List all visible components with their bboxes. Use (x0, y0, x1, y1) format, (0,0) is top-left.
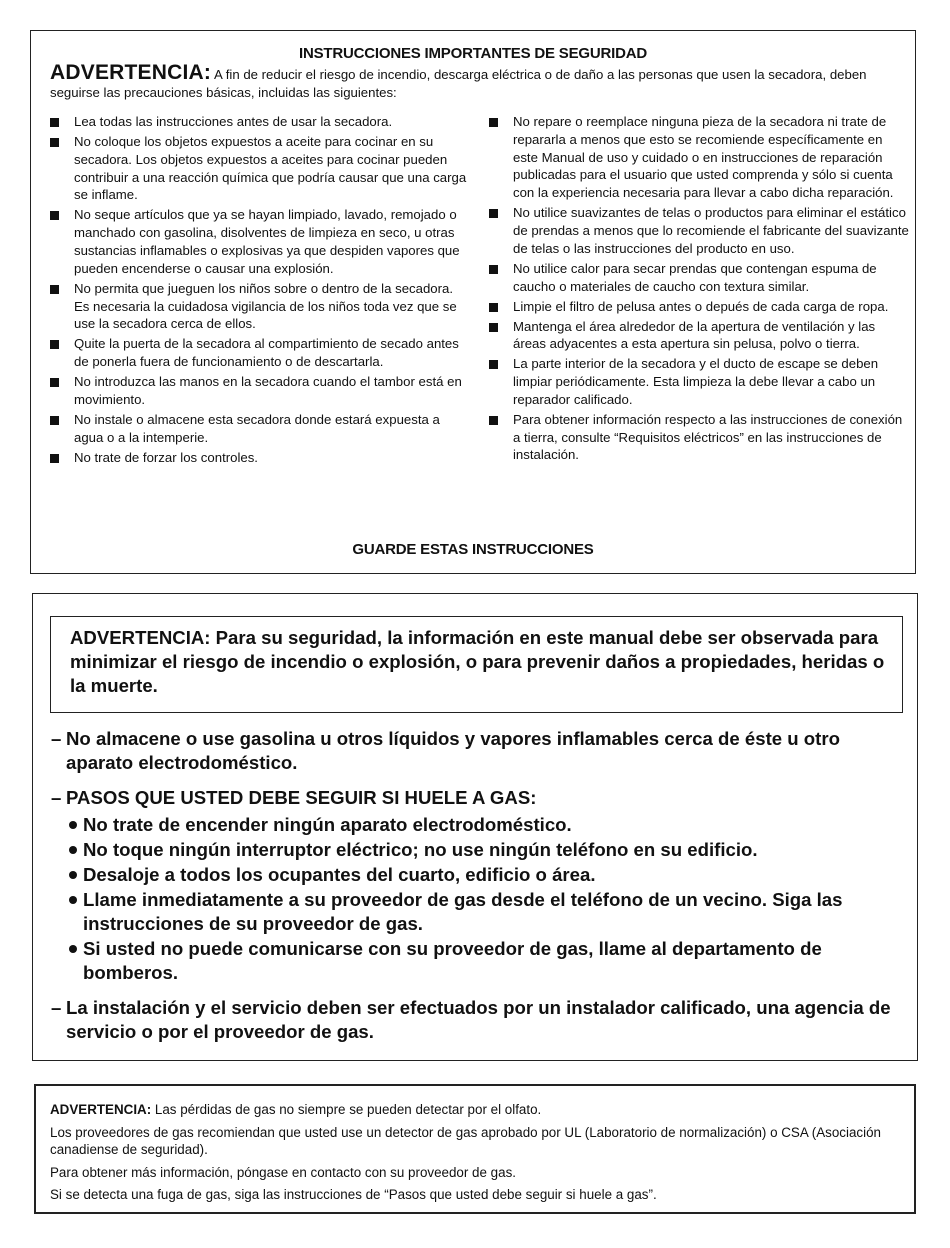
gas-steps-heading: PASOS QUE USTED DEBE SEGUIR SI HUELE A GAS: (66, 787, 537, 808)
list-item: Lea todas las instrucciones antes de usar la secadora. (49, 113, 469, 131)
left-column (49, 113, 469, 469)
list-item: Mantenga el área alrededor de la apertura de ventilación y las áreas adyacentes a esta apertura sin pelusa, polvo o tierra. (488, 318, 910, 354)
round-bullet-icon (69, 821, 77, 829)
gas-leak-line-4: Si se detecta una fuga de gas, siga las instrucciones de “Pasos que usted debe seguir si huele a gas”. (50, 1187, 657, 1202)
list-item: No utilice calor para secar prendas que contengan espuma de caucho o materiales de caucho con textura similar. (488, 260, 910, 296)
list-item: – La instalación y el servicio deben ser efectuados por un instalador calificado, una agencia de servicio o por el proveedor de gas. (51, 997, 891, 1042)
list-item: Limpie el filtro de pelusa antes o depués de cada carga de ropa. (488, 298, 910, 316)
dash-bullet: – (51, 997, 62, 1018)
gas-leak-line-3: Para obtener más información, póngase en contacto con su proveedor de gas. (50, 1164, 516, 1180)
gas-leak-line-1: ADVERTENCIA: Las pérdidas de gas no siempre se pueden detectar por el olfato. (50, 1102, 542, 1117)
list-item: No utilice suavizantes de telas o productos para eliminar el estático de prendas a menos que lo recomiende el fabricante del suavizante de telas o las instrucciones del producto en uso. (488, 204, 910, 257)
square-bullet-icon (489, 118, 498, 127)
list-item: No trate de forzar los controles. (49, 449, 469, 467)
square-bullet-icon (489, 209, 498, 218)
safety-intro (50, 61, 897, 102)
warning-word: ADVERTENCIA: (50, 61, 212, 84)
square-bullet-icon (489, 416, 498, 425)
list-item: – No almacene o use gasolina u otros líquidos y vapores inflamables cerca de éste u otro aparato electrodoméstico. (51, 728, 840, 773)
list-item: La parte interior de la secadora y el ducto de escape se deben limpiar periódicamente. Esta limpieza la debe llevar a cabo un reparador calificado. (488, 355, 910, 408)
dash-bullet: – (51, 787, 62, 808)
gas-steps-list (66, 813, 911, 985)
step-item: No trate de encender ningún aparato electrodoméstico. (66, 813, 911, 837)
gas-warning-box (32, 593, 918, 1061)
round-bullet-icon (69, 945, 77, 953)
list-item: No introduzca las manos en la secadora cuando el tambor está en movimiento. (49, 373, 469, 409)
step-item: Llame inmediatamente a su proveedor de gas desde el teléfono de un vecino. Siga las instrucciones de su proveedor de gas. (66, 888, 911, 936)
square-bullet-icon (489, 323, 498, 332)
warning-word: ADVERTENCIA: (50, 1102, 152, 1117)
round-bullet-icon (69, 871, 77, 879)
list-item: No coloque los objetos expuestos a aceite para cocinar en su secadora. Los objetos expuestos a aceites para cocinar pueden contribuir a una reacción química que podría causar que una carga se inflame. (49, 133, 469, 204)
square-bullet-icon (50, 211, 59, 220)
safety-title: INSTRUCCIONES IMPORTANTES DE SEGURIDAD (299, 45, 647, 62)
round-bullet-icon (69, 896, 77, 904)
dash-bullet: – (51, 728, 62, 749)
list-item: No repare o reemplace ninguna pieza de la secadora ni trate de repararla a menos que esto se recomiende específicamente en este Manual de uso y cuidado o en instrucciones de reparación publicadas para el usuario que usted comprenda y sólo si cuenta con la experiencia necesaria para llevar a cabo dicha reparación. (488, 113, 910, 202)
square-bullet-icon (489, 303, 498, 312)
square-bullet-icon (50, 416, 59, 425)
list-item: Para obtener información respecto a las instrucciones de conexión a tierra, consulte “Requisitos eléctricos” en las instrucciones de instalación. (488, 411, 910, 464)
list-item: No instale o almacene esta secadora donde estará expuesta a agua o a la intemperie. (49, 411, 469, 447)
save-instructions-footer: GUARDE ESTAS INSTRUCCIONES (352, 541, 594, 558)
step-item: Si usted no puede comunicarse con su proveedor de gas, llame al departamento de bomberos. (66, 937, 911, 985)
boxed-warning: ADVERTENCIA: Para su seguridad, la información en este manual debe ser observada para minimizar el riesgo de incendio o explosión, o para prevenir daños a propiedades, heridas o la muerte. (50, 616, 903, 713)
right-column (488, 113, 910, 466)
square-bullet-icon (489, 360, 498, 369)
square-bullet-icon (489, 265, 498, 274)
gas-warning-list (51, 727, 911, 1055)
gas-leak-line-2: Los proveedores de gas recomiendan que usted use un detector de gas aprobado por UL (Laboratorio de normalización) o CSA (Asociación canadiense de seguridad). (50, 1124, 881, 1157)
list-item: No seque artículos que ya se hayan limpiado, lavado, remojado o manchado con gasolina, disolventes de limpieza en seco, u otras sustancias inflamables o explosivas ya que despiden vapores que pueden encenderse o causar una explosión. (49, 206, 469, 277)
list-item: Quite la puerta de la secadora al compartimiento de secado antes de ponerla fuera de funcionamiento o de descartarla. (49, 335, 469, 371)
square-bullet-icon (50, 118, 59, 127)
square-bullet-icon (50, 378, 59, 387)
square-bullet-icon (50, 138, 59, 147)
intro-text: A fin de reducir el riesgo de incendio, descarga eléctrica o de daño a las personas que usen la secadora, deben seguirse las precauciones básicas, incluidas las siguientes: (50, 67, 867, 100)
square-bullet-icon (50, 340, 59, 349)
gas-leak-box (34, 1084, 916, 1214)
step-item: Desaloje a todos los ocupantes del cuarto, edificio o área. (66, 863, 911, 887)
round-bullet-icon (69, 846, 77, 854)
list-item: No permita que jueguen los niños sobre o dentro de la secadora. Es necesaria la cuidadosa vigilancia de los niños toda vez que se use la secadora cerca de ellos. (49, 280, 469, 333)
square-bullet-icon (50, 285, 59, 294)
safety-instructions-box (30, 30, 916, 574)
list-item (51, 786, 911, 985)
step-item: No toque ningún interruptor eléctrico; no use ningún teléfono en su edificio. (66, 838, 911, 862)
square-bullet-icon (50, 454, 59, 463)
